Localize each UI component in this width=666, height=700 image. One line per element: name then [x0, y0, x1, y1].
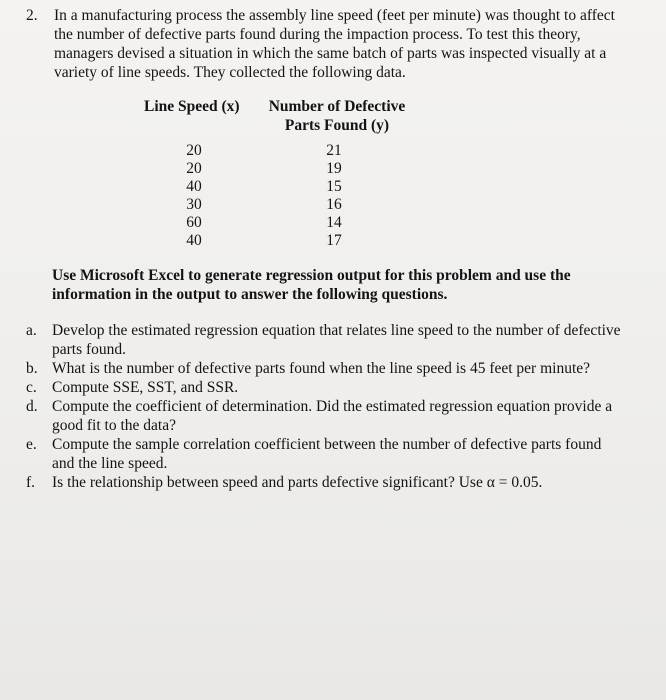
question-text: Compute the sample correlation coefficient between the number of defective parts found and the line speed.: [52, 436, 602, 472]
question-text: Compute the coefficient of determination. Did the estimated regression equation provide a good fit to the data?: [52, 398, 613, 434]
problem-number: 2.: [26, 7, 38, 24]
question-text: Is the relationship between speed and parts defective significant? Use α = 0.05.: [52, 474, 543, 491]
question-text: What is the number of defective parts found when the line speed is 45 feet per minute?: [52, 360, 591, 377]
question-label: e.: [26, 436, 37, 453]
question-label: a.: [26, 322, 37, 339]
table-cell-x: 20: [186, 142, 202, 159]
table-cell-y: 14: [326, 214, 342, 231]
question-text: Compute SSE, SST, and SSR.: [52, 379, 239, 396]
header-line-speed: Line Speed (x): [144, 98, 240, 115]
column-defective-parts: [314, 142, 354, 250]
question-label: f.: [26, 474, 36, 491]
question-item: [26, 397, 626, 435]
instruction-text: Use Microsoft Excel to generate regression output for this problem and use the information in the output to answer the following questions.: [52, 267, 571, 303]
table-cell-x: 30: [186, 196, 202, 213]
question-item: [26, 473, 626, 492]
question-label: d.: [26, 398, 38, 415]
table-cell-y: 17: [326, 232, 342, 249]
question-text: Develop the estimated regression equation that relates line speed to the number of defective parts found.: [52, 322, 621, 358]
question-item: [26, 435, 626, 473]
header-defective-parts: [264, 97, 410, 135]
table-cell-y: 19: [326, 160, 342, 177]
table-cell-x: 40: [186, 232, 202, 249]
column-line-speed: [174, 142, 214, 250]
table-cell-y: 15: [326, 178, 342, 195]
header-defective-line1: Number of Defective: [268, 98, 406, 115]
problem-statement: [26, 6, 626, 82]
question-list: [26, 321, 626, 492]
question-label: c.: [26, 379, 37, 396]
table-cell-x: 60: [186, 214, 202, 231]
table-cell-y: 16: [326, 196, 342, 213]
table-cell-x: 40: [186, 178, 202, 195]
question-item: [26, 359, 626, 378]
question-label: b.: [26, 360, 38, 377]
question-item: [26, 321, 626, 359]
question-item: [26, 378, 626, 397]
header-defective-line2: Parts Found (y): [284, 117, 390, 134]
table-cell-y: 21: [326, 142, 342, 159]
table-cell-x: 20: [186, 160, 202, 177]
problem-text: In a manufacturing process the assembly line speed (feet per minute) was thought to affect the number of defective parts found during the impaction process. To test this theory, managers devised a situation in which the same batch of parts was inspected visually at a variety of line speeds. They collected the following data.: [54, 7, 615, 81]
